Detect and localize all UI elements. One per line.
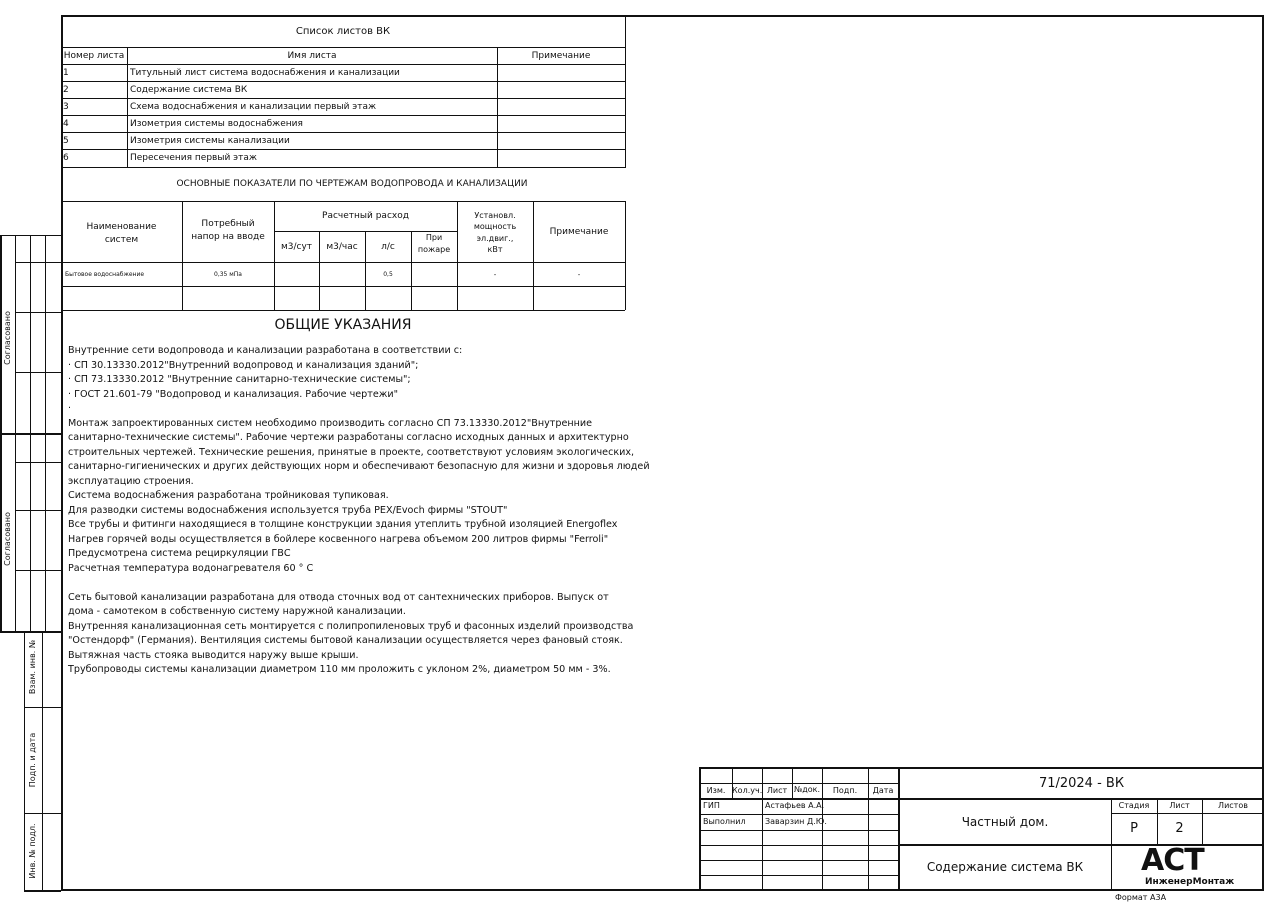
h-m3h: м3/час [326,242,358,252]
notes-line: Внутренняя канализационная сеть монтируется с полипропиленовых труб и фасонных изделий производства [68,620,634,632]
notes-line: Внутренние сети водопровода и канализации разработана в соответствии с: [68,345,463,356]
notes-line [68,576,628,591]
sheet-row-name: Изометрия системы водоснабжения [130,119,303,129]
notes-line: Расчетная температура водонагревателя 60 ° С [68,562,314,574]
notes-line: Сеть бытовой канализации разработана для отвода сточных вод от сантехнических приборов. Выпуск от [68,591,609,603]
logo-sub-text: ИнженерМонтаж [1145,877,1235,887]
tb-stage-value: Р [1130,821,1138,836]
sheet-row-number: 4 [63,119,69,129]
tb-sheet-title: Содержание система ВК [926,860,1084,874]
notes-line: санитарно-технические системы". Рабочие чертежи разработаны согласно исходных данных и архитектурно [68,432,629,443]
sheet-row-number: 1 [63,68,69,78]
notes-line: Предусмотрена система рециркуляции ГВС [68,548,291,559]
tb-col-izm: Изм. [706,786,726,795]
h-power-4: кВт [487,245,503,254]
sheet-row-name: Схема водоснабжения и канализации первый этаж [130,102,377,112]
notes-line: Вытяжная часть стояка выводится наружу выше крыши. [68,649,359,661]
notes-line: Все трубы и фитинги находящиеся в толщине конструкции здания утеплить трубной изоляцией Energoflex [68,519,618,530]
tb-col-ndok: №док. [793,785,821,794]
notes-line: эксплуатацию строения. [68,475,194,487]
replace-inv-label: Взам. инв. № [28,639,37,695]
tb-doc-code: 71/2024 - ВК [1038,776,1125,791]
sheet-row-name: Титульный лист система водоснабжения и канализации [130,68,400,78]
notes-line: санитарно-гигиенических и других действующих норм и обеспечивают безопасную для жизни и здоровья людей [68,461,650,472]
h-pressure-2: напор на вводе [191,232,265,242]
agreed-label-1: Согласовано [3,311,12,365]
notes-line: · СП 30.13330.2012"Внутренний водопровод и канализация зданий"; [68,359,419,371]
tb-col-podp: Подп. [832,786,858,795]
h-power: Установл. [474,211,516,220]
tb-h-sheet: Лист [1169,801,1190,810]
sheet-row-number: 5 [63,136,69,146]
row-power: - [493,271,497,279]
notes-line: Система водоснабжения разработана тройниковая тупиковая. [68,490,389,501]
general-notes-text [68,344,650,678]
tb-sheet-value: 2 [1175,821,1184,836]
tb-col-kol: Кол.уч. [732,786,763,795]
indicators-title: ОСНОВНЫЕ ПОКАЗАТЕЛИ ПО ЧЕРТЕЖАМ ВОДОПРОВОДА И КАНАЛИЗАЦИИ [176,179,528,189]
tb-role-done: Выполнил [703,817,746,826]
row-ls: 0,5 [383,271,393,278]
h-power-2: мощность [473,222,517,231]
notes-line: "Остендорф" (Германия). Вентиляция системы бытовой канализации осуществляется через фановый стояк. [68,635,623,646]
sign-date-label: Подп. и дата [28,732,37,788]
notes-line: Для разводки системы водоснабжения используется труба PEX/Evoch фирмы "STOUT" [68,504,508,516]
general-notes-title: ОБЩИЕ УКАЗАНИЯ [274,317,412,333]
col-header-name: Имя листа [287,51,337,61]
row-note: - [577,271,581,279]
h-fire-2: пожаре [417,245,451,254]
notes-line: строительных чертежей. Технические решения, принятые в проекте, соответствуют условиям экологических, [68,446,635,458]
sheet-row-number: 2 [63,85,69,95]
h-power-3: эл.двиг., [476,234,514,243]
notes-line: Нагрев горячей воды осуществляется в бойлере косвенного нагрева объемом 200 литров фирмы "Ferroli" [68,533,609,545]
h-ls: л/с [381,242,395,252]
notes-line: Монтаж запроектированных систем необходимо производить согласно СП 73.13330.2012"Внутренние [68,417,593,429]
col-header-number: Номер листа [63,51,125,61]
tb-object-name: Частный дом. [961,815,1049,829]
tb-h-sheets: Листов [1218,801,1248,810]
notes-line: дома - самотеком в собственную систему наружной канализации. [68,606,406,617]
sheet-row-name: Пересечения первый этаж [130,153,257,163]
notes-line: · [68,403,72,414]
sheet-row-number: 3 [63,102,69,112]
col-header-note: Примечание [531,51,591,61]
notes-line: · СП 73.13330.2012 "Внутренние санитарно-технические системы"; [68,374,411,385]
tb-col-data: Дата [872,786,894,795]
inv-orig-label: Инв. № подл. [28,823,37,879]
agreed-label-2: Согласовано [3,512,12,566]
h-pressure: Потребный [201,219,255,229]
tb-name-gip: Астафьев А.А. [765,801,825,810]
sheet-row-name: Изометрия системы канализации [130,136,290,146]
logo-main-text: АСТ [1141,843,1204,878]
h-m3day: м3/сут [280,242,313,252]
h-system: Наименование [86,222,157,232]
format-label: Формат А3А [1115,893,1167,902]
tb-col-list: Лист [766,786,788,795]
tb-name-done: Заварзин Д.Ю. [765,817,827,826]
notes-line: · ГОСТ 21.601-79 "Водопровод и канализация. Рабочие чертежи" [68,388,399,400]
sheet-row-number: 6 [63,153,69,163]
tb-role-gip: ГИП [703,801,720,810]
company-logo [1113,843,1263,890]
row-system: Бытовое водоснабжение [65,271,145,278]
notes-line: Трубопроводы системы канализации диаметром 110 мм проложить с уклоном 2%, диаметром 50 мм - 3%. [68,664,611,675]
row-pressure: 0,35 мПа [214,271,242,278]
h-system-2: систем [104,235,139,245]
h-flow: Расчетный расход [322,211,409,221]
sheet-list-title: Список листов ВК [295,26,391,37]
h-note: Примечание [549,227,609,237]
h-fire: При [425,233,443,242]
sheet-row-name: Содержание система ВК [130,85,248,95]
tb-h-stage: Стадия [1118,801,1150,810]
